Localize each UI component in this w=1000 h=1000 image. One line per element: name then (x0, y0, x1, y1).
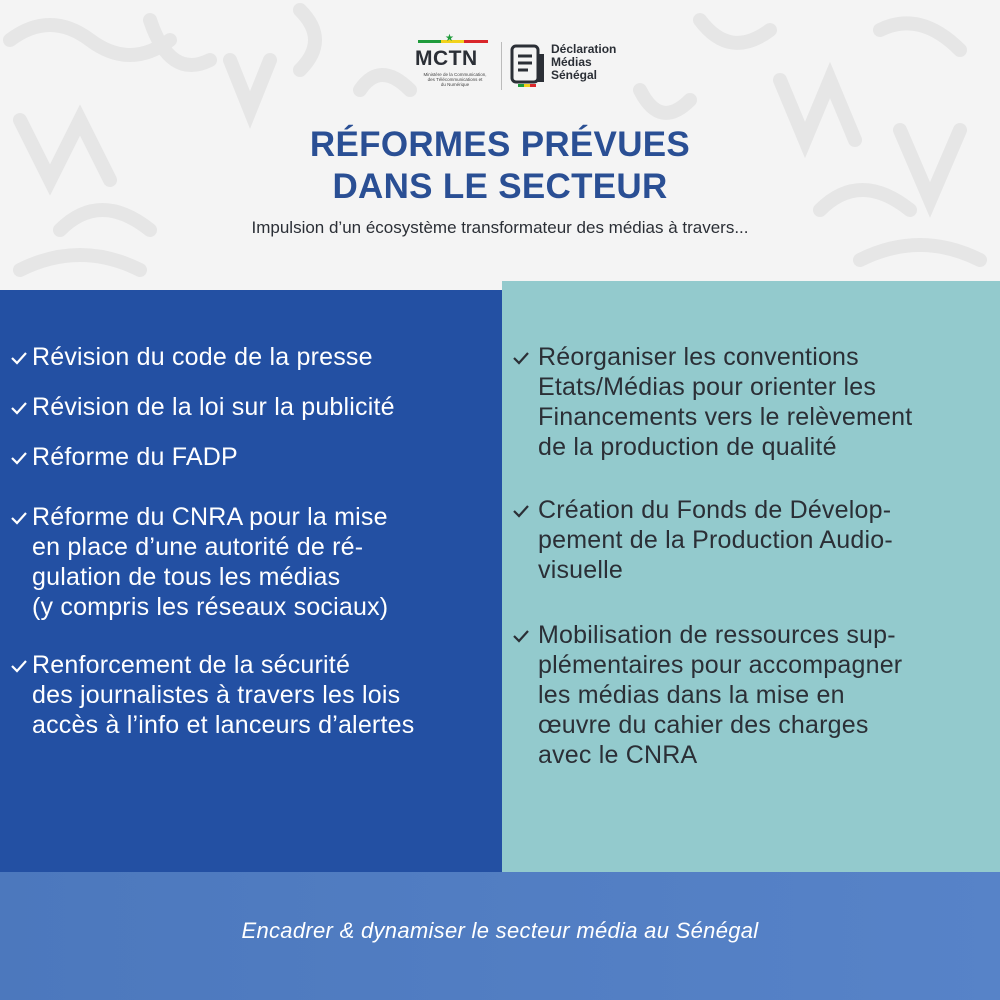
check-icon (512, 504, 530, 518)
dms-logo-text: Déclaration Médias Sénégal (551, 42, 617, 82)
check-icon (512, 629, 530, 643)
page-subtitle: Impulsion d’un écosystème transformateur des médias à travers... (251, 218, 749, 237)
mctn-logo-subtitle: Ministère de la Communication, des Télécommunications et du Numérique (423, 72, 487, 87)
list-item-text: Renforcement de la sécurité des journalistes à travers les lois accès à l’info et lanceurs d’alertes (32, 651, 415, 739)
footer-tagline: Encadrer & dynamiser le secteur média au Sénégal (241, 918, 759, 943)
check-icon (10, 451, 28, 465)
check-icon (512, 351, 530, 365)
list-item-text: Révision de la loi sur la publicité (32, 393, 395, 421)
document-icon (510, 44, 546, 88)
star-icon: ★ (445, 33, 454, 44)
logo-bar (0, 33, 1000, 100)
list-item-text: Réforme du FADP (32, 443, 238, 471)
check-icon (10, 351, 28, 365)
list-item-text: Réorganiser les conventions Etats/Médias pour orienter les Financements vers le relèvement de la production de qualité (538, 343, 913, 461)
list-item-text: Mobilisation de ressources sup- plémentaires pour accompagner les médias dans la mise en œuvre du cahier des charges avec le CNRA (538, 621, 903, 769)
mctn-logo-text: MCTN (415, 47, 478, 70)
mctn-logo (415, 33, 495, 96)
list-item-text: Réforme du CNRA pour la mise en place d’une autorité de ré- gulation de tous les médias (y compris les réseaux sociaux) (32, 503, 389, 621)
logo-divider (501, 42, 502, 90)
list-item-text: Création du Fonds de Dévelop- pement de la Production Audio- visuelle (538, 496, 893, 584)
check-icon (10, 401, 28, 415)
list-item-text: Révision du code de la presse (32, 343, 373, 371)
check-icon (10, 659, 28, 673)
check-icon (10, 511, 28, 525)
page-title: RÉFORMES PRÉVUES DANS LE SECTEUR (309, 125, 691, 206)
